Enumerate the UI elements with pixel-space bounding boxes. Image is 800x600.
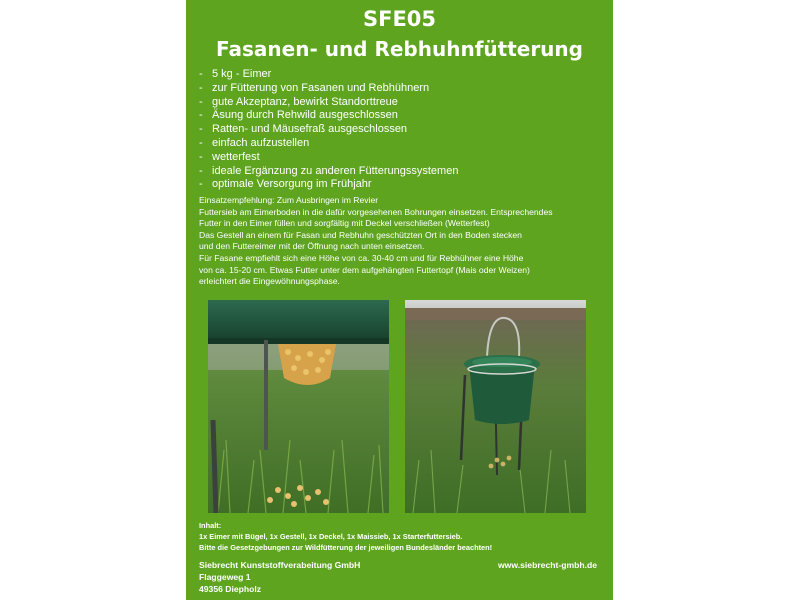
feature-bullet: -: [199, 68, 203, 80]
feature-item: - einfach aufzustellen: [199, 136, 310, 149]
feature-item: - wetterfest: [199, 150, 260, 163]
feature-bullet: -: [199, 81, 203, 94]
company-city: 49356 Diepholz: [199, 583, 262, 594]
feature-bullet: -: [199, 150, 203, 163]
product-sheet: [186, 0, 613, 600]
product-title: Fasanen- und Rebhuhnfütterung: [216, 37, 583, 61]
photo-feeder-closeup: [208, 300, 389, 513]
feature-item: - Äsung durch Rehwild ausgeschlossen: [199, 109, 398, 122]
feature-item: - 5 kg - Eimer: [199, 68, 272, 80]
feature-bullet: -: [199, 136, 203, 149]
company-street: Flaggeweg 1: [199, 571, 251, 582]
feature-item: - Ratten- und Mäusefraß ausgeschlossen: [199, 123, 408, 136]
company-website: www.siebrecht-gmbh.de: [498, 560, 597, 570]
usage-line: Das Gestell an einem für Fasan und Rebhuhn geschützten Ort in den Boden stecken: [199, 229, 522, 240]
contents-items: 1x Eimer mit Bügel, 1x Gestell, 1x Deckel, 1x Maissieb, 1x Starterfuttersieb.: [199, 531, 463, 541]
usage-line: von ca. 15-20 cm. Etwas Futter unter dem aufgehängten Futtertopf (Mais oder Weizen): [199, 264, 530, 275]
company-name: Siebrecht Kunststoffverabeitung GmbH: [199, 560, 361, 570]
feature-bullet: -: [199, 109, 203, 122]
usage-line: Futtersieb am Eimerboden in die dafür vorgesehenen Bohrungen einsetzen. Entsprechendes: [199, 206, 553, 217]
package-contents: [199, 521, 492, 553]
feature-item: - gute Akzeptanz, bewirkt Standorttreue: [199, 95, 398, 108]
usage-line: Für Fasane empfiehlt sich eine Höhe von ca. 30-40 cm und für Rebhühner eine Höhe: [199, 252, 524, 263]
usage-line: erleichtert die Eingewöhnungsphase.: [199, 276, 340, 287]
usage-line: Futter in den Eimer füllen und sorgfältig mit Deckel verschließen (Wetterfest): [199, 218, 490, 229]
feature-bullet: -: [199, 123, 203, 136]
feature-item: - optimale Versorgung im Frühjahr: [199, 178, 372, 191]
feature-item: - ideale Ergänzung zu anderen Fütterungssystemen: [199, 164, 459, 177]
feature-item: - zur Fütterung von Fasanen und Rebhühnern: [199, 81, 430, 94]
feature-list: [199, 68, 458, 192]
feature-bullet: -: [199, 164, 203, 177]
feature-bullet: -: [199, 178, 203, 191]
contents-heading: Inhalt:: [199, 521, 222, 530]
usage-instructions: [199, 195, 604, 288]
company-address: [199, 560, 360, 595]
usage-line: Einsatzempfehlung: Zum Ausbringen im Revier: [199, 195, 379, 205]
photo-feeder-field: [405, 300, 586, 513]
feature-bullet: -: [199, 95, 203, 108]
contents-notice: Bitte die Gesetzgebungen zur Wildfütterung der jeweiligen Bundesländer beachten!: [199, 542, 493, 552]
usage-line: und den Futtereimer mit der Öffnung nach unten einsetzen.: [199, 241, 425, 252]
product-code: SFE05: [362, 7, 437, 31]
